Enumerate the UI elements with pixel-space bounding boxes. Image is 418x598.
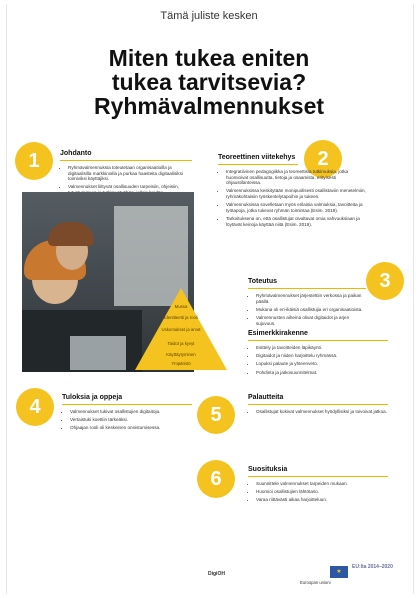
section-title: Suosituksia bbox=[248, 466, 288, 473]
laptop-shape bbox=[70, 336, 126, 370]
list-item: • Valmennusten aiheina olivat digitaidot ja arjen sujuvuus. bbox=[256, 315, 366, 326]
list-item: • Ohjaajan rooli oli keskeinen onnistumisessa. bbox=[70, 425, 192, 431]
section-divider bbox=[248, 288, 366, 289]
section-divider bbox=[218, 164, 298, 165]
list-item: • Valmennuksissa keskitytään monipuolisesti osallistaviin menetelmiin, ryhmäkohtaisiin työskentelytapoihin ja tukeen. bbox=[226, 188, 368, 199]
section-title: Esimerkkirakenne bbox=[248, 330, 308, 337]
section-number-badge: 4 bbox=[16, 388, 54, 426]
list-item: • Huomioi osallistujien lähtötaso. bbox=[256, 489, 388, 495]
section-divider bbox=[248, 340, 388, 341]
list-item: • Vertaistuki koettiin tärkeäksi. bbox=[70, 417, 192, 423]
list-item: • Valmennukset liittyvät osallisuuden tarpeisiin, ohjeisiin, bbox=[68, 184, 192, 201]
list-item: • Digitaidot ja niiden harjoittelu ryhmässä. bbox=[256, 353, 388, 359]
list-item: • Ryhmävalmennukset järjestettiin verkossa ja paikan päällä. bbox=[256, 293, 366, 304]
section-number-badge: 2 bbox=[304, 140, 342, 178]
section-divider bbox=[248, 476, 388, 477]
section-implementation bbox=[248, 278, 366, 329]
poster-title bbox=[30, 46, 388, 118]
section-number-badge: 6 bbox=[197, 460, 235, 498]
list-item: • Lopuksi palaute ja yhteenveto. bbox=[256, 361, 388, 367]
list-item: • Suunnittele valmennukset tarpeiden mukaan. bbox=[256, 481, 388, 487]
pyramid-level: Uskomukset ja arvot bbox=[161, 327, 201, 332]
section-theory bbox=[218, 154, 368, 230]
pyramid-level: Identiteetti ja rooli bbox=[164, 315, 198, 320]
section-title: Palautteita bbox=[248, 394, 284, 401]
list-item: • Integratiivinen pedagogiikka ja teoreettisia tutkimuksia, jotka huomioivat osallisuutta, tietoja ja osaamista, erityisesti ohjaustilanteissa. bbox=[226, 169, 368, 186]
section-divider bbox=[62, 404, 192, 405]
title-line: Ryhmävalmennukset bbox=[93, 93, 325, 119]
list-item: • Osallistujat kokivat valmennukset hyödyllisiksi ja toivoivat jatkoa. bbox=[256, 409, 388, 415]
eu-label: Euroopan unioni bbox=[300, 580, 331, 585]
list-item: • Pohdinta ja jatkosuunnitelmat. bbox=[256, 370, 388, 376]
list-item: • Tarkoituksena on, että osallistujat oivaltavat omia vahvuuksiaan ja löytävät keinoja käyttää niitä (Esim. 2019). bbox=[226, 216, 368, 227]
pyramid-level: Taidot ja kyvyt bbox=[167, 341, 195, 346]
pyramid-level: Käyttäytyminen bbox=[166, 352, 196, 357]
section-divider bbox=[248, 404, 388, 405]
section-feedback bbox=[248, 394, 388, 417]
eu-program-logo: EU:lta 2014–2020 bbox=[352, 564, 393, 570]
pyramid-level: Mussa bbox=[174, 304, 188, 309]
list-item: • Valmennukset tukivat osallistujien digitaitoja. bbox=[70, 409, 192, 415]
list-item: • Varaa riittävästi aikaa harjoitteluun. bbox=[256, 497, 388, 503]
digioh-logo: DigiOH bbox=[208, 571, 225, 577]
section-title: Teoreettinen viitekehys bbox=[218, 154, 296, 161]
section-number-badge: 1 bbox=[15, 142, 53, 180]
bullet-list bbox=[248, 293, 366, 326]
list-item: • Valmennuksissa sovelletaan myös erilaisia valmiuksia, tavoitteita ja työtapoja, jotka tukevat ryhmän toimintaa (Esim. 2019). bbox=[226, 202, 368, 213]
section-divider bbox=[60, 160, 192, 161]
pyramid-level: Ympäristö bbox=[171, 361, 191, 366]
bullet-list bbox=[62, 409, 192, 431]
section-title: Johdanto bbox=[60, 150, 92, 157]
list-item: • Ryhmävalmennuksia toteutetaan organisaatioilla ja digitaalisilla markkinoilla ja purkaa haasteita digitaalisiksi toimiviksi käyttäjiksi. bbox=[68, 165, 192, 182]
list-item: • Mukana oli eri-ikäisiä osallistujia eri organisaatioista. bbox=[256, 307, 366, 313]
list-item: • Esittely ja tavoitteiden läpikäynti. bbox=[256, 345, 388, 351]
section-title: Tuloksia ja oppeja bbox=[62, 394, 123, 401]
section-number-badge: 5 bbox=[197, 396, 235, 434]
section-results bbox=[62, 394, 192, 434]
bullet-list bbox=[248, 409, 388, 415]
section-example-structure bbox=[248, 330, 388, 378]
bullet-list bbox=[248, 345, 388, 375]
eu-flag-icon: ★ bbox=[330, 566, 348, 578]
section-recommendations bbox=[248, 466, 388, 506]
title-line: Miten tukea eniten bbox=[108, 45, 310, 71]
title-line: tukea tarvitsevia? bbox=[111, 69, 307, 95]
bullet-list bbox=[248, 481, 388, 503]
section-number-badge: 3 bbox=[366, 262, 404, 300]
hair-shape bbox=[48, 222, 94, 246]
section-title: Toteutus bbox=[248, 278, 278, 285]
bullet-list bbox=[218, 169, 368, 227]
top-label: Tämä juliste kesken bbox=[160, 10, 258, 22]
